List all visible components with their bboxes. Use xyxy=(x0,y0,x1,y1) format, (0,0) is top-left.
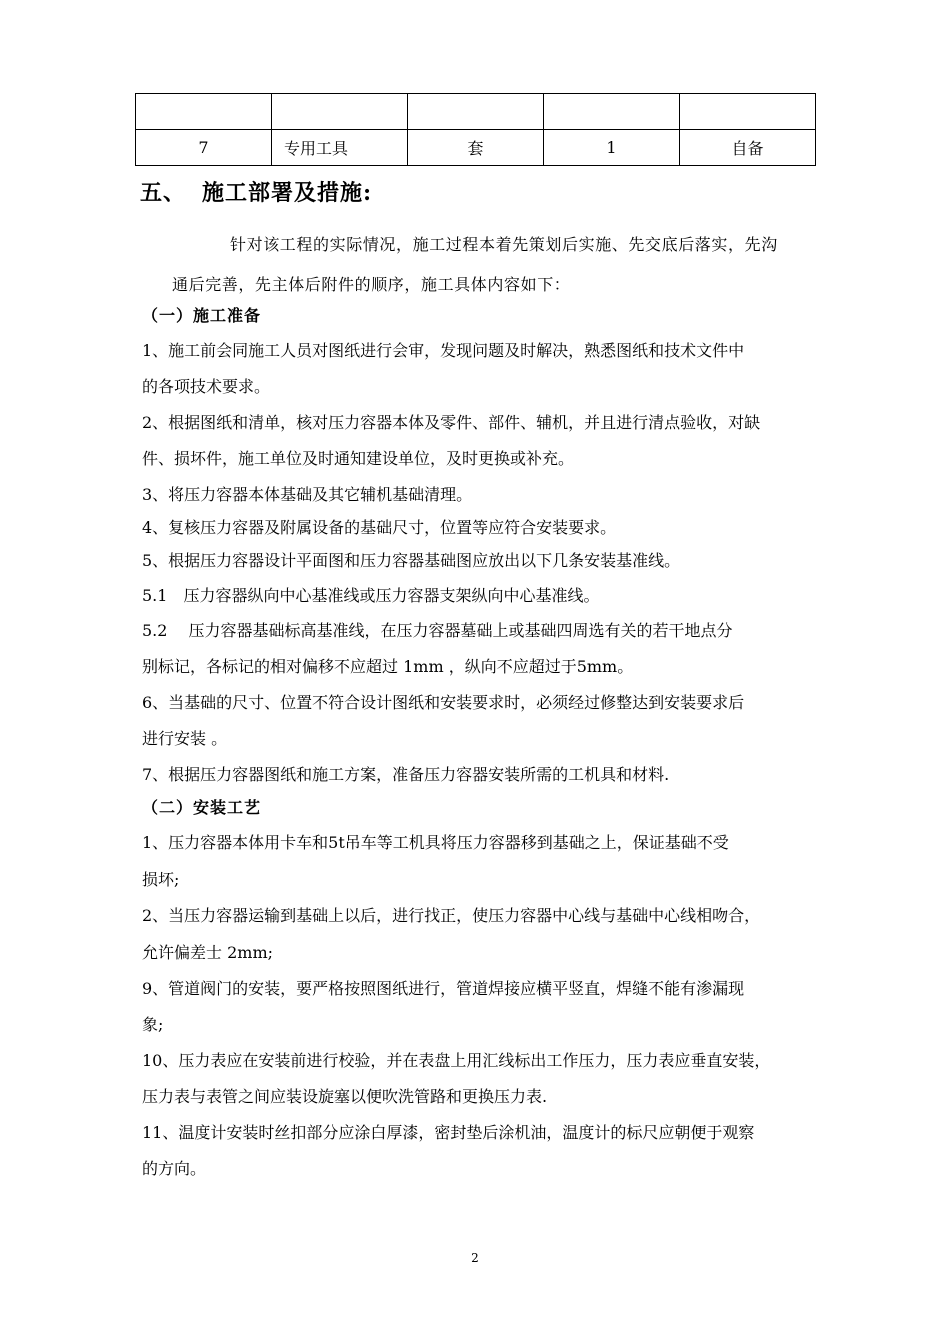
section-heading xyxy=(140,176,372,207)
body-line: 3、将压力容器本体基础及其它辅机基础清理。 xyxy=(142,485,473,504)
section-number: 五、 xyxy=(140,180,187,206)
body-line: 2、根据图纸和清单，核对压力容器本体及零件、部件、辅机，并且进行清点验收，对缺 xyxy=(142,413,761,432)
body-line: 9、管道阀门的安装，要严格按照图纸进行，管道焊接应横平竖直，焊缝不能有渗漏现 xyxy=(142,979,745,998)
body-line: 5.2 压力容器基础标高基准线，在压力容器墓础上或基础四周选有关的若干地点分 xyxy=(142,621,733,640)
body-line: 的各项技术要求。 xyxy=(142,377,271,396)
body-line: 10、压力表应在安装前进行校验，并在表盘上用汇线标出工作压力，压力表应垂直安装， xyxy=(142,1051,771,1070)
table-cell xyxy=(544,94,680,130)
body-line: 允许偏差士 2mm; xyxy=(142,943,274,962)
page-number: 2 xyxy=(471,1251,479,1265)
table-cell xyxy=(136,94,272,130)
subsection-heading: （一）施工准备 xyxy=(142,306,262,325)
table-cell: 套 xyxy=(408,130,544,166)
table-cell: 专用工具 xyxy=(272,130,408,166)
table-cell xyxy=(272,94,408,130)
table-cell xyxy=(680,94,816,130)
table-cell xyxy=(408,94,544,130)
body-line: 6、当基础的尺寸、位置不符合设计图纸和安装要求时，必须经过修整达到安装要求后 xyxy=(142,693,745,712)
body-line: 1、压力容器本体用卡车和5t吊车等工机具将压力容器移到基础之上，保证基础不受 xyxy=(142,833,729,852)
body-line: 损坏; xyxy=(142,870,180,889)
table-cell: 自备 xyxy=(680,130,816,166)
body-line: 1、施工前会同施工人员对图纸进行会审，发现问题及时解决，熟悉图纸和技术文件中 xyxy=(142,341,745,360)
body-line: 象; xyxy=(142,1015,164,1034)
body-line: 的方向。 xyxy=(142,1159,207,1178)
body-line: 7、根据压力容器图纸和施工方案，准备压力容器安装所需的工机具和材料. xyxy=(142,765,670,784)
table-cell: 7 xyxy=(136,130,272,166)
equipment-table xyxy=(135,93,816,166)
body-line: 进行安装 。 xyxy=(142,729,228,748)
body-line: 2、当压力容器运输到基础上以后，进行找正，使压力容器中心线与基础中心线相吻合， xyxy=(142,906,761,925)
body-line: 别标记，各标记的相对偏移不应超过 1mm ，纵向不应超过于5mm。 xyxy=(142,657,634,676)
body-line: 5、根据压力容器设计平面图和压力容器基础图应放出以下几条安装基准线。 xyxy=(142,551,681,570)
intro-line: 针对该工程的实际情况，施工过程本着先策划后实施、先交底后落实，先沟 xyxy=(230,235,778,254)
body-line: 11、温度计安装时丝扣部分应涂白厚漆，密封垫后涂机油，温度计的标尺应朝便于观察 xyxy=(142,1123,755,1142)
table-row xyxy=(136,94,816,130)
table-cell: 1 xyxy=(544,130,680,166)
body-line: 4、复核压力容器及附属设备的基础尺寸，位置等应符合安装要求。 xyxy=(142,518,617,537)
body-line: 压力表与表管之间应装设旋塞以便吹洗管路和更换压力表. xyxy=(142,1087,548,1106)
intro-line: 通后完善，先主体后附件的顺序，施工具体内容如下： xyxy=(172,275,571,294)
subsection-heading: （二）安装工艺 xyxy=(142,798,262,817)
body-line: 5.1 压力容器纵向中心基准线或压力容器支架纵向中心基准线。 xyxy=(142,586,600,605)
body-line: 件、损坏件，施工单位及时通知建设单位，及时更换或补充。 xyxy=(142,449,575,468)
section-title: 施工部署及措施: xyxy=(202,180,373,206)
table-row xyxy=(136,130,816,166)
